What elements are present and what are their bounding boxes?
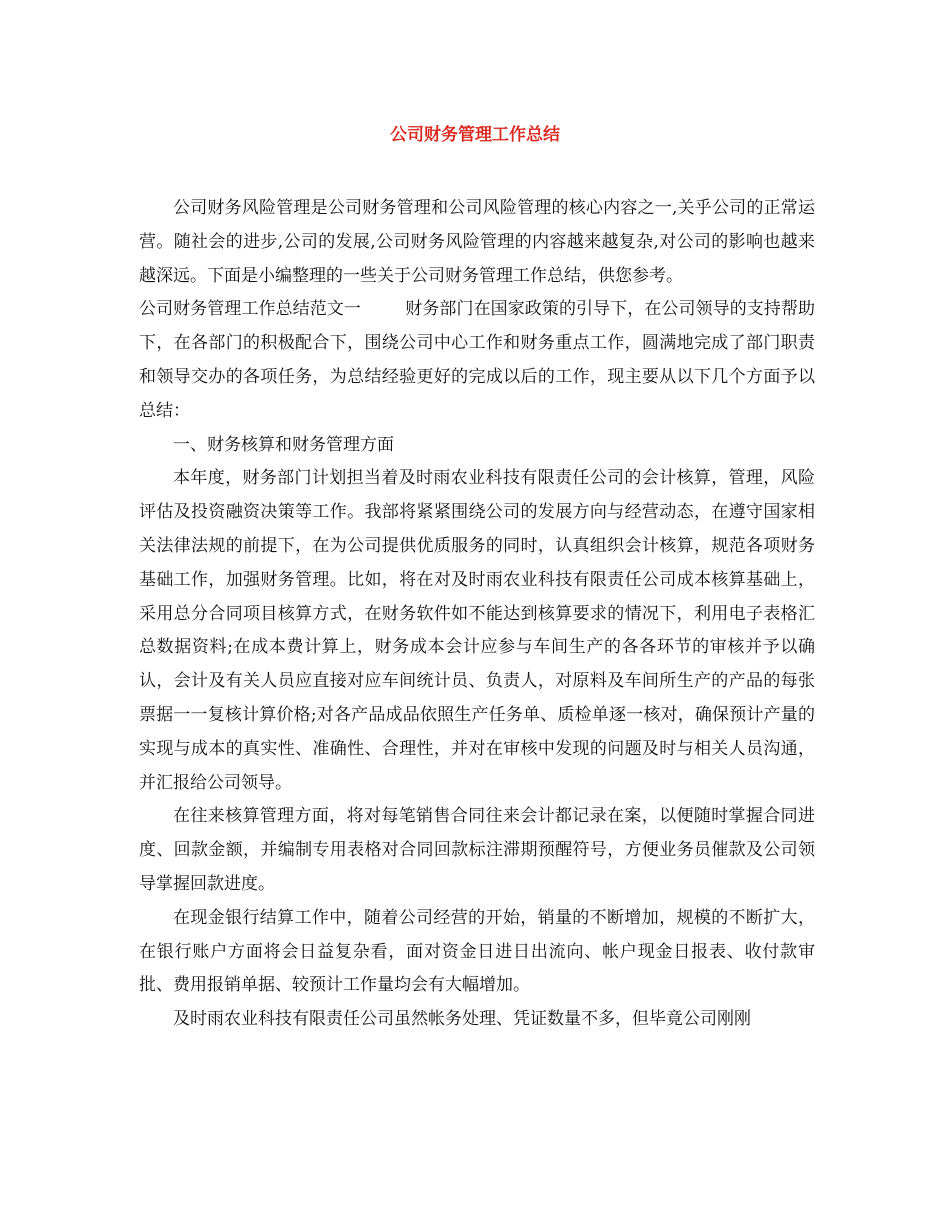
- intro-paragraph: 公司财务风险管理是公司财务管理和公司风险管理的核心内容之一,关乎公司的正常运营。随社会的进步,公司的发展,公司财务风险管理的内容越来越复杂,对公司的影响也越来越深远。下面是小编整理的一些关于公司财务管理工作总结，供您参考。: [139, 198, 815, 286]
- section-lead-text: 财务部门在国家政策的引导下，在公司领导的支持帮助下，在各部门的积极配合下，围绕公司中心工作和财务重点工作，圆满地完成了部门职责和领导交办的各项任务，为总结经验更好的完成以后的工作，现主要从以下几个方面予以总结：: [139, 299, 816, 421]
- document-title: 公司财务管理工作总结: [390, 125, 560, 145]
- subheading-financial-accounting: 一、财务核算和财务管理方面: [173, 434, 394, 455]
- section-paragraph: [139, 293, 815, 428]
- section-heading: 公司财务管理工作总结范文一: [139, 299, 361, 320]
- paragraph-receivables: 在往来核算管理方面，将对每笔销售合同往来会计都记录在案，以便随时掌握合同进度、回款金额，并编制专用表格对合同回款标注滞期预醒符号，方便业务员催款及公司领导掌握回款进度。: [139, 806, 815, 894]
- document-body: [139, 192, 815, 1037]
- paragraph-cash-bank: 在现金银行结算工作中，随着公司经营的开始，销量的不断增加，规模的不断扩大，在银行账户方面将会日益复杂看，面对资金日进日出流向、帐户现金日报表、收付款审批、费用报销单据、较预计工作量均会有大幅增加。: [139, 907, 815, 996]
- paragraph-company-accounts: 及时雨农业科技有限责任公司虽然帐务处理、凭证数量不多，但毕竟公司刚刚: [173, 1009, 751, 1030]
- paragraph-annual-accounting: 本年度，财务部门计划担当着及时雨农业科技有限责任公司的会计核算，管理，风险评估及投资融资决策等工作。我部将紧紧围绕公司的发展方向与经营动态，在遵守国家相关法律法规的前提下，在为公司提供优质服务的同时，认真组织会计核算，规范各项财务基础工作，加强财务管理。比如，将在对及时雨农业科技有限责任公司成本核算基础上，采用总分合同项目核算方式，在财务软件如不能达到核算要求的情况下，利用电子表格汇总数据资料;在成本费计算上，财务成本会计应参与车间生产的各各环节的审核并予以确认，会计及有关人员应直接对应车间统计员、负责人，对原料及车间所生产的产品的每张票据一一复核计算价格;对各产品成品依照生产任务单、质检单逐一核对，确保预计产量的实现与成本的真实性、准确性、合理性，并对在审核中发现的问题及时与相关人员沟通，并汇报给公司领导。: [139, 468, 815, 793]
